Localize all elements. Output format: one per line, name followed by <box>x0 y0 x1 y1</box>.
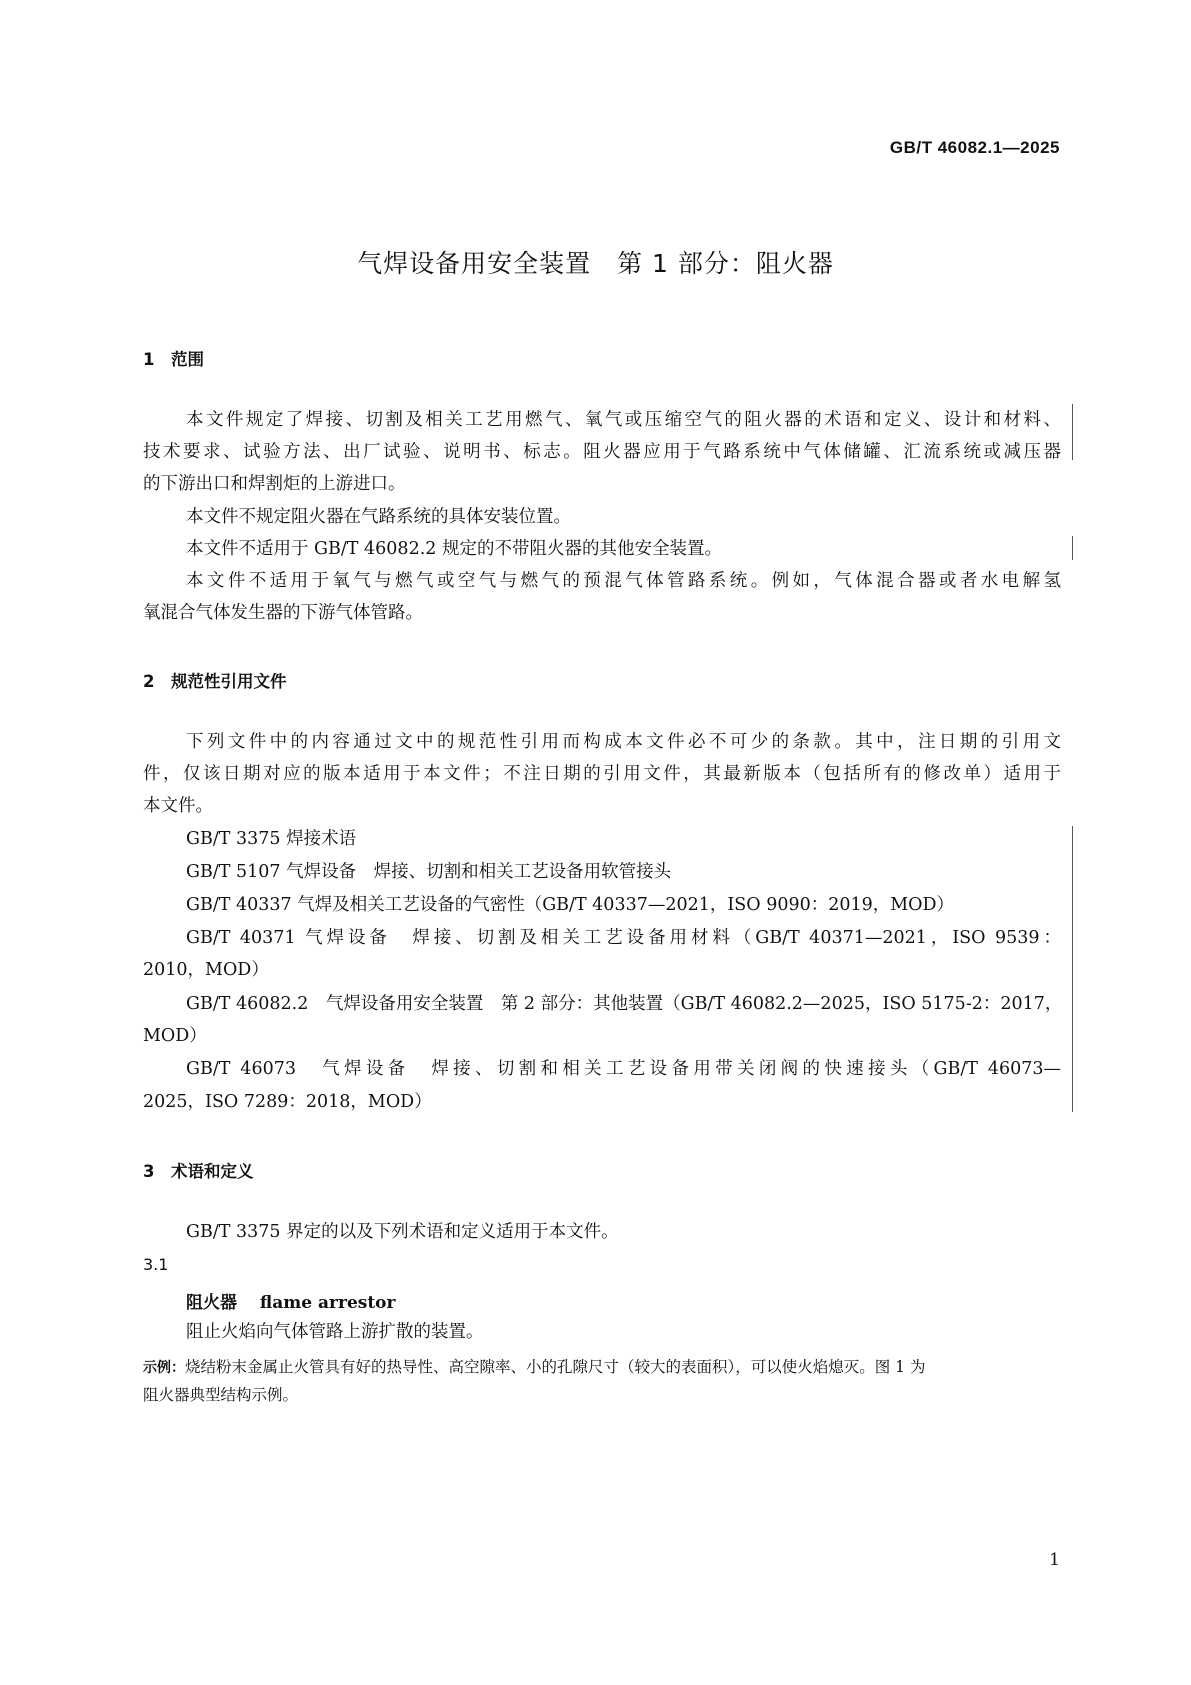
scope-p2: 本文件不规定阻火器在气路系统的具体安装位置。 <box>186 507 571 527</box>
term-title <box>186 1288 395 1313</box>
revision-bar-2 <box>1072 536 1073 560</box>
ref-item-6-line1: GB/T 46073 气焊设备 焊接、切割和相关工艺设备用带关闭阀的快速接头（GB/T 46073— <box>186 1059 1061 1079</box>
term-definition: 阻止火焰向气体管路上游扩散的装置。 <box>186 1322 484 1342</box>
ref-item-6-line2: 2025，ISO 7289：2018，MOD） <box>143 1092 432 1112</box>
document-title: 气焊设备用安全装置 第 1 部分：阻火器 <box>357 249 834 278</box>
term-number: 3.1 <box>143 1255 169 1274</box>
ref-item-4-line1: GB/T 40371 气焊设备 焊接、切割及相关工艺设备用材料（GB/T 40371—2021，ISO 9539： <box>186 928 1061 948</box>
section-3-heading <box>143 1158 254 1182</box>
scope-p1-line1: 本文件规定了焊接、切割及相关工艺用燃气、氧气或压缩空气的阻火器的术语和定义、设计和材料、 <box>186 410 1061 430</box>
scope-p1-line3: 的下游出口和焊割炬的上游进口。 <box>143 474 406 494</box>
term-english: flame arrestor <box>259 1293 396 1313</box>
revision-bar-1 <box>1072 404 1073 460</box>
section-1-title: 范围 <box>171 350 204 369</box>
section-2-title: 规范性引用文件 <box>171 672 287 691</box>
section-2-heading <box>143 668 287 692</box>
page-number: 1 <box>1049 1550 1060 1570</box>
section-1-heading <box>143 346 204 370</box>
ref-item-5-line2: MOD） <box>143 1026 207 1046</box>
refs-intro-line3: 本文件。 <box>143 796 213 816</box>
scope-p4-line1: 本文件不适用于氧气与燃气或空气与燃气的预混气体管路系统。例如，气体混合器或者水电解氢 <box>186 571 1061 591</box>
ref-item-1: GB/T 3375 焊接术语 <box>186 829 357 849</box>
example-text-line1: 烧结粉末金属止火管具有好的热导性、高空隙率、小的孔隙尺寸（较大的表面积），可以使火焰熄灭。图 1 为 <box>185 1358 926 1376</box>
scope-p4-line2: 氧混合气体发生器的下游气体管路。 <box>143 603 423 623</box>
section-1-number: 1 <box>143 350 155 369</box>
refs-intro-line1: 下列文件中的内容通过文中的规范性引用而构成本文件必不可少的条款。其中，注日期的引用文 <box>186 732 1061 752</box>
scope-p3: 本文件不适用于 GB/T 46082.2 规定的不带阻火器的其他安全装置。 <box>186 539 722 559</box>
standard-code: GB/T 46082.1—2025 <box>889 138 1060 157</box>
section-3-title: 术语和定义 <box>171 1162 254 1181</box>
example-line1 <box>143 1355 925 1377</box>
section-3-number: 3 <box>143 1162 155 1181</box>
ref-item-4-line2: 2010，MOD） <box>143 960 269 980</box>
section-2-number: 2 <box>143 672 155 691</box>
ref-item-2: GB/T 5107 气焊设备 焊接、切割和相关工艺设备用软管接头 <box>186 862 672 882</box>
ref-item-5-line1: GB/T 46082.2 气焊设备用安全装置 第 2 部分：其他装置（GB/T 46082.2—2025，ISO 5175-2：2017， <box>186 994 1063 1014</box>
ref-item-3: GB/T 40337 气焊及相关工艺设备的气密性（GB/T 40337—2021，ISO 9090：2019，MOD） <box>186 895 955 915</box>
terms-intro: GB/T 3375 界定的以及下列术语和定义适用于本文件。 <box>186 1222 619 1242</box>
scope-p1-line2: 技术要求、试验方法、出厂试验、说明书、标志。阻火器应用于气路系统中气体储罐、汇流系统或减压器 <box>143 442 1061 462</box>
example-label: 示例： <box>143 1360 185 1376</box>
refs-intro-line2: 件，仅该日期对应的版本适用于本文件；不注日期的引用文件，其最新版本（包括所有的修改单）适用于 <box>143 764 1061 784</box>
term-chinese: 阻火器 <box>186 1293 237 1313</box>
example-line2: 阻火器典型结构示例。 <box>143 1386 299 1404</box>
revision-bar-3 <box>1072 826 1073 1112</box>
